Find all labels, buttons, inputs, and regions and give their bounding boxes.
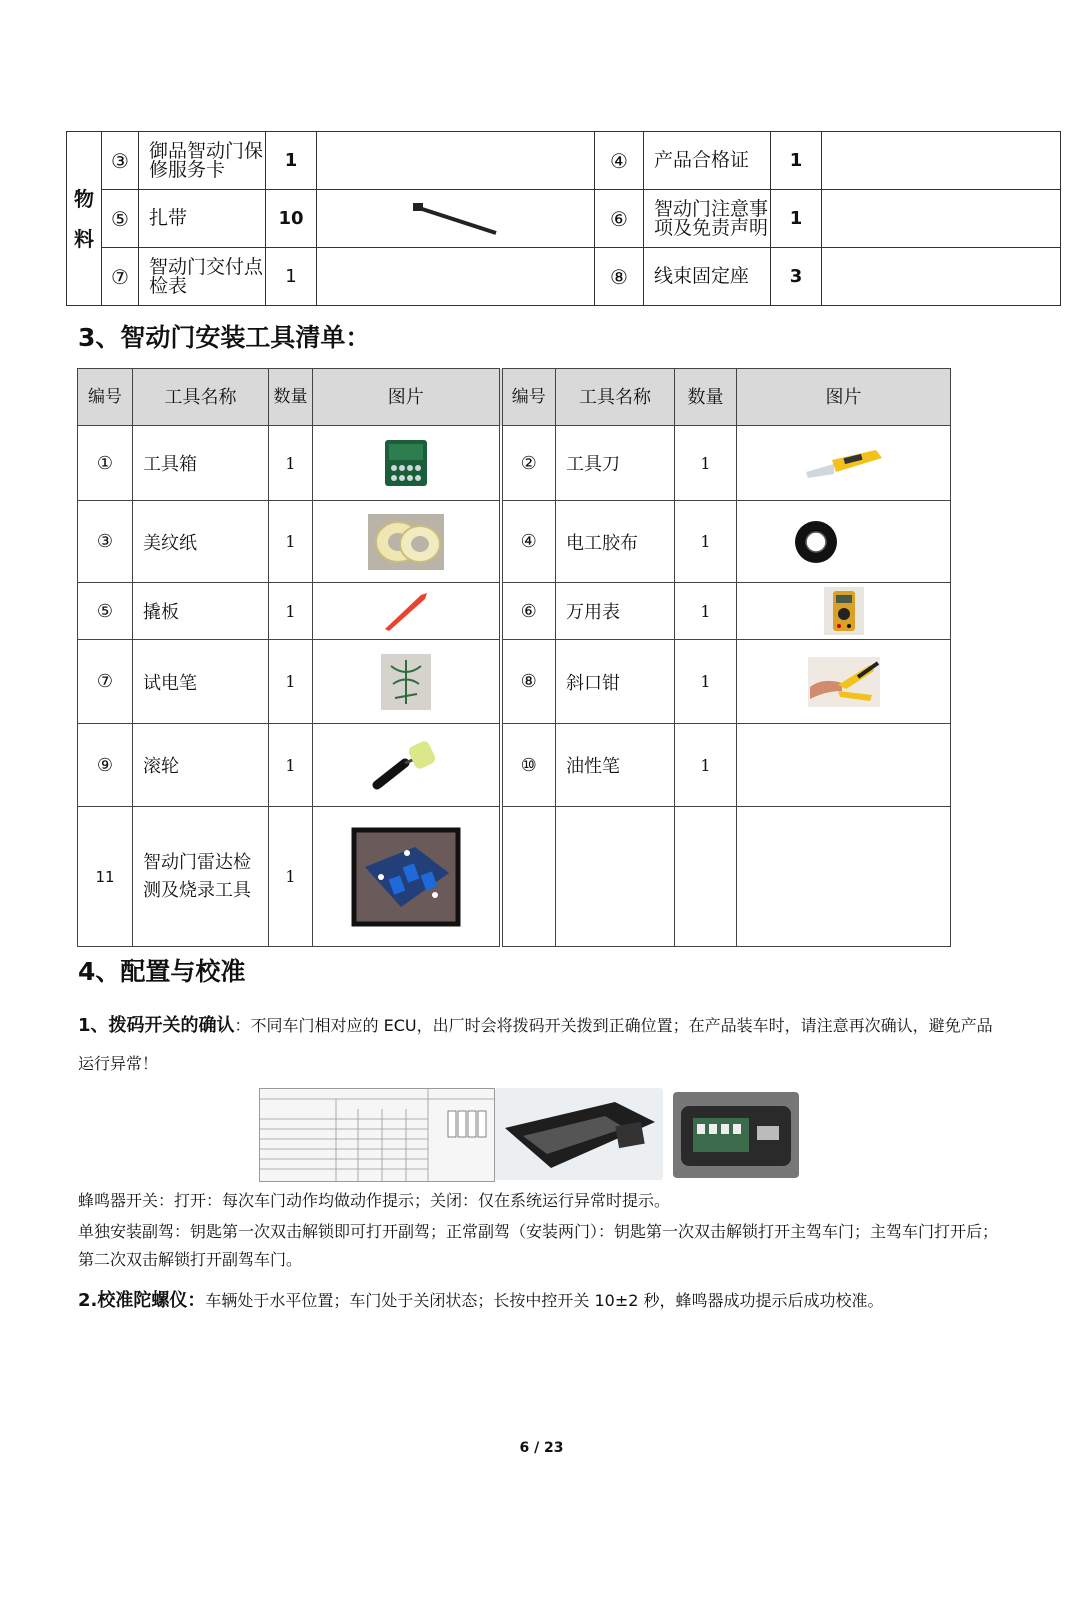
tool-qty: 1 bbox=[269, 724, 313, 807]
masking-tape-icon bbox=[368, 514, 444, 570]
tool-qty: 1 bbox=[675, 724, 737, 807]
tool-name: 电工胶布 bbox=[556, 501, 675, 583]
col-header-number: 编号 bbox=[501, 369, 556, 426]
dip-switch-close-up-graphic bbox=[673, 1092, 799, 1178]
radar-burner-board-icon bbox=[351, 827, 461, 927]
tool-image bbox=[737, 583, 951, 640]
tool-number: 11 bbox=[78, 807, 133, 947]
gyro-text: 车辆处于水平位置；车门处于关闭状态；长按中控开关 10±2 秒，蜂鸣器成功提示后成功校准。 bbox=[205, 1291, 884, 1310]
col-header-image: 图片 bbox=[737, 369, 951, 426]
tool-image bbox=[737, 724, 951, 807]
tool-name: 万用表 bbox=[556, 583, 675, 640]
tool-number: ⑦ bbox=[78, 640, 133, 724]
tool-number: ① bbox=[78, 426, 133, 501]
col-header-name: 工具名称 bbox=[556, 369, 675, 426]
dip-switch-table-image bbox=[259, 1088, 495, 1182]
tool-qty: 1 bbox=[269, 583, 313, 640]
ecu-photo bbox=[495, 1088, 663, 1180]
test-pen-icon bbox=[381, 654, 431, 710]
section-4-title: 4、配置与校准 bbox=[78, 957, 246, 986]
tool-number bbox=[501, 807, 556, 947]
tool-number: ⑩ bbox=[501, 724, 556, 807]
item-qty: 1 bbox=[771, 132, 822, 190]
tool-name bbox=[556, 807, 675, 947]
tool-qty: 1 bbox=[675, 583, 737, 640]
item-number: ⑥ bbox=[595, 190, 644, 248]
item-qty: 3 bbox=[771, 248, 822, 306]
tools-table bbox=[77, 368, 951, 947]
tool-qty: 1 bbox=[269, 426, 313, 501]
tool-number: ④ bbox=[501, 501, 556, 583]
tool-image bbox=[313, 807, 501, 947]
col-header-qty: 数量 bbox=[269, 369, 313, 426]
dip-switch-text: ：不同车门相对应的 ECU，出厂时会将拨码开关拨到正确位置；在产品装车时，请注意再次确认，避免产品运行异常！ bbox=[78, 1016, 993, 1073]
item-qty: 1 bbox=[771, 190, 822, 248]
tool-name: 美纹纸 bbox=[133, 501, 269, 583]
item-image bbox=[317, 190, 595, 248]
item-name: 御品智动门保修服务卡 bbox=[139, 132, 266, 190]
table-row bbox=[78, 724, 951, 807]
item-image bbox=[822, 132, 1061, 190]
tool-image bbox=[737, 640, 951, 724]
gyro-label: 2.校准陀螺仪： bbox=[78, 1290, 206, 1311]
table-row bbox=[78, 501, 951, 583]
dip-switch-label: 1、拨码开关的确认 bbox=[78, 1015, 235, 1036]
tool-qty: 1 bbox=[269, 501, 313, 583]
item-name: 扎带 bbox=[139, 190, 266, 248]
item-qty: 10 bbox=[266, 190, 317, 248]
dip-switch-paragraph bbox=[78, 1007, 1008, 1083]
pry-tool-icon bbox=[381, 589, 431, 633]
item-number: ⑤ bbox=[102, 190, 139, 248]
tool-number: ⑨ bbox=[78, 724, 133, 807]
cutting-pliers-icon bbox=[808, 657, 880, 707]
item-name: 智动门交付点检表 bbox=[139, 248, 266, 306]
item-qty: 1 bbox=[266, 132, 317, 190]
tool-image bbox=[737, 807, 951, 947]
page-number: 6 / 23 bbox=[519, 1440, 564, 1456]
item-name: 线束固定座 bbox=[644, 248, 771, 306]
multimeter-icon bbox=[824, 587, 864, 635]
tool-number: ② bbox=[501, 426, 556, 501]
item-qty: 1 bbox=[266, 248, 317, 306]
col-header-qty: 数量 bbox=[675, 369, 737, 426]
tool-name: 工具箱 bbox=[133, 426, 269, 501]
gyro-paragraph bbox=[78, 1290, 1008, 1312]
tool-name: 斜口钳 bbox=[556, 640, 675, 724]
col-header-image: 图片 bbox=[313, 369, 501, 426]
tool-name: 智动门雷达检测及烧录工具 bbox=[133, 807, 269, 947]
col-header-number: 编号 bbox=[78, 369, 133, 426]
tool-image bbox=[313, 426, 501, 501]
tool-image bbox=[313, 501, 501, 583]
tool-number: ③ bbox=[78, 501, 133, 583]
item-image bbox=[317, 248, 595, 306]
tool-name: 滚轮 bbox=[133, 724, 269, 807]
switch-close-up-photo bbox=[673, 1092, 799, 1178]
tool-name: 试电笔 bbox=[133, 640, 269, 724]
tool-name: 撬板 bbox=[133, 583, 269, 640]
tool-image bbox=[313, 583, 501, 640]
utility-knife-icon bbox=[804, 446, 884, 480]
item-image bbox=[822, 248, 1061, 306]
tool-qty: 1 bbox=[675, 501, 737, 583]
cable-tie-icon bbox=[411, 199, 501, 239]
item-number: ③ bbox=[102, 132, 139, 190]
section-3-title: 3、智动门安装工具清单： bbox=[78, 323, 371, 352]
table-row bbox=[78, 807, 951, 947]
item-image bbox=[822, 190, 1061, 248]
tool-number: ⑤ bbox=[78, 583, 133, 640]
tool-image bbox=[313, 724, 501, 807]
electrical-tape-icon bbox=[793, 519, 839, 565]
tool-image bbox=[313, 640, 501, 724]
buzzer-paragraph: 蜂鸣器开关：打开：每次车门动作均做动作提示；关闭：仅在系统运行异常时提示。 bbox=[78, 1191, 671, 1210]
toolbox-icon bbox=[383, 438, 429, 488]
tool-qty: 1 bbox=[675, 426, 737, 501]
tool-image bbox=[737, 501, 951, 583]
item-number: ④ bbox=[595, 132, 644, 190]
tool-name: 工具刀 bbox=[556, 426, 675, 501]
item-image bbox=[317, 132, 595, 190]
col-header-name: 工具名称 bbox=[133, 369, 269, 426]
item-number: ⑧ bbox=[595, 248, 644, 306]
tool-qty: 1 bbox=[269, 807, 313, 947]
ecu-unit-graphic bbox=[495, 1088, 663, 1180]
tool-image bbox=[737, 426, 951, 501]
tools-header-row bbox=[78, 369, 951, 426]
item-number: ⑦ bbox=[102, 248, 139, 306]
materials-category: 物料 bbox=[67, 132, 102, 306]
materials-table bbox=[66, 131, 1061, 306]
item-name: 智动门注意事项及免责声明 bbox=[644, 190, 771, 248]
table-row bbox=[78, 640, 951, 724]
table-row bbox=[78, 426, 951, 501]
install-paragraph: 单独安装副驾：钥匙第一次双击解锁即可打开副驾；正常副驾（安装两门）：钥匙第一次双击解锁打开主驾车门；主驾车门打开后；第二次双击解锁打开副驾车门。 bbox=[78, 1222, 999, 1269]
item-name: 产品合格证 bbox=[644, 132, 771, 190]
tool-qty: 1 bbox=[269, 640, 313, 724]
table-row bbox=[78, 583, 951, 640]
tool-number: ⑧ bbox=[501, 640, 556, 724]
tool-qty: 1 bbox=[675, 640, 737, 724]
dip-switch-table-graphic bbox=[260, 1089, 494, 1181]
tool-name: 油性笔 bbox=[556, 724, 675, 807]
tool-qty bbox=[675, 807, 737, 947]
tool-number: ⑥ bbox=[501, 583, 556, 640]
roller-icon bbox=[371, 737, 441, 793]
